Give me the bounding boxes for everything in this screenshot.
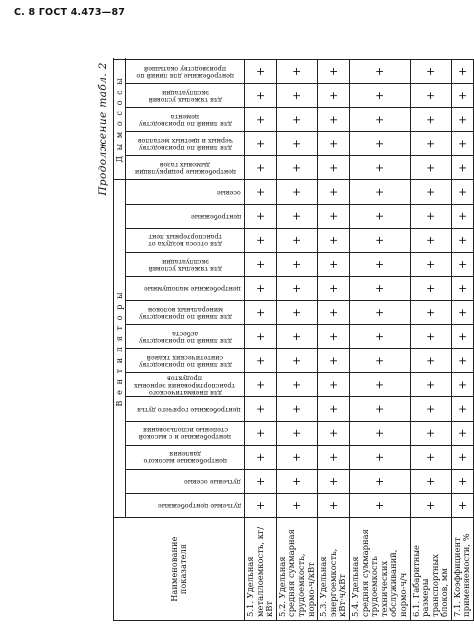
table-cell: + xyxy=(349,469,410,493)
table-caption: Продолжение табл. 2 xyxy=(97,62,109,196)
table-cell: + xyxy=(451,180,473,204)
table-cell: + xyxy=(451,252,473,276)
row-label: 5.4. Удельная средняя суммарная трудоемкость технических обслуживаний, нормо-ч/ч xyxy=(349,518,410,621)
table-cell: + xyxy=(245,397,277,421)
table-cell: + xyxy=(245,445,277,469)
row-label: 5.3. Удельная энергоемкость, кВт·ч/кВт xyxy=(318,518,350,621)
table-cell: + xyxy=(410,276,451,300)
column-header xyxy=(126,469,245,493)
table-cell: + xyxy=(276,301,317,325)
table-cell: + xyxy=(318,445,350,469)
table-cell: + xyxy=(318,397,350,421)
row-label: 5.2. Удельная средняя суммарная трудоемкость, нормо-ч/кВт xyxy=(276,518,317,621)
page-header: С. 8 ГОСТ 4.473—87 xyxy=(14,7,126,18)
column-header-text: для отсоса воздуха от транспортерных лент xyxy=(148,233,222,249)
table-cell: + xyxy=(451,132,473,156)
table-cell: + xyxy=(410,373,451,397)
table-cell: + xyxy=(451,373,473,397)
row-label: 5.1. Удельная металлоемкость, кг/кВт xyxy=(245,518,277,621)
table-row xyxy=(318,59,350,620)
table-cell: + xyxy=(451,397,473,421)
column-header xyxy=(126,397,245,421)
table-cell: + xyxy=(410,469,451,493)
column-header xyxy=(126,228,245,252)
table-cell: + xyxy=(410,349,451,373)
table-cell: + xyxy=(318,228,350,252)
table-cell: + xyxy=(276,397,317,421)
column-header-text: для линий по производству цемента xyxy=(138,112,232,128)
column-header-text: для линий по производству минеральных волокон xyxy=(138,305,232,321)
table-cell: + xyxy=(318,421,350,445)
table-cell: + xyxy=(276,325,317,349)
column-header xyxy=(126,325,245,349)
column-header xyxy=(126,108,245,132)
table-row xyxy=(276,59,317,620)
table-cell: + xyxy=(349,84,410,108)
table-cell: + xyxy=(276,132,317,156)
table-cell: + xyxy=(349,108,410,132)
column-header-text: центробежные горячего дутья xyxy=(137,405,241,414)
table-cell: + xyxy=(349,132,410,156)
table-cell: + xyxy=(245,228,277,252)
table-cell: + xyxy=(318,252,350,276)
table-cell: + xyxy=(318,59,350,83)
table-cell: + xyxy=(349,59,410,83)
table-cell: + xyxy=(276,252,317,276)
table-cell: + xyxy=(349,228,410,252)
data-table xyxy=(95,59,474,621)
column-header-text: центробежные для линий по производству окатышей xyxy=(136,64,234,80)
table-cell: + xyxy=(349,180,410,204)
table-cell: + xyxy=(276,108,317,132)
table-cell: + xyxy=(245,469,277,493)
table-cell: + xyxy=(451,228,473,252)
table-cell: + xyxy=(245,204,277,228)
table-cell: + xyxy=(318,301,350,325)
table-cell: + xyxy=(349,325,410,349)
table-cell: + xyxy=(318,373,350,397)
table-cell: + xyxy=(451,421,473,445)
table-cell: + xyxy=(318,325,350,349)
column-header-text: центробежные высокого давления xyxy=(143,450,227,466)
table-cell: + xyxy=(245,180,277,204)
column-header xyxy=(126,252,245,276)
table-cell: + xyxy=(349,397,410,421)
table-cell: + xyxy=(276,180,317,204)
column-header xyxy=(126,421,245,445)
column-header xyxy=(126,445,245,469)
table-row xyxy=(451,59,473,620)
table-cell: + xyxy=(349,421,410,445)
table-cell: + xyxy=(349,445,410,469)
table-cell: + xyxy=(276,156,317,180)
column-header-text: для пневматического транспортирования зерновых продуктов xyxy=(134,374,236,397)
table-cell: + xyxy=(245,325,277,349)
column-header-text: центробежные рециркуляции дымовых газов xyxy=(134,160,236,177)
table-cell: + xyxy=(245,493,277,517)
column-header xyxy=(126,59,245,83)
table-cell: + xyxy=(318,84,350,108)
table-cell: + xyxy=(451,469,473,493)
table-cell: + xyxy=(410,204,451,228)
table-cell: + xyxy=(349,156,410,180)
table-cell: + xyxy=(451,108,473,132)
table-cell: + xyxy=(410,397,451,421)
table-cell: + xyxy=(410,325,451,349)
table-cell: + xyxy=(451,84,473,108)
table-cell: + xyxy=(245,421,277,445)
column-header xyxy=(126,276,245,300)
table-cell: + xyxy=(349,301,410,325)
table-cell: + xyxy=(318,108,350,132)
table-cell: + xyxy=(318,493,350,517)
column-header xyxy=(126,349,245,373)
table-cell: + xyxy=(318,469,350,493)
table-cell: + xyxy=(410,156,451,180)
column-header-text: для тяжелых условий эксплуатации xyxy=(148,257,222,273)
table-cell: + xyxy=(318,156,350,180)
column-header xyxy=(126,84,245,108)
table-cell: + xyxy=(245,301,277,325)
group-header: В е н т и л я т о р ы xyxy=(114,180,126,518)
table-cell: + xyxy=(245,276,277,300)
column-header xyxy=(126,156,245,180)
table-cell: + xyxy=(410,59,451,83)
column-header-text: центробежные и с высокой степенью использования xyxy=(138,426,232,442)
table-cell: + xyxy=(276,373,317,397)
table-cell: + xyxy=(245,84,277,108)
corner-header: Наименование показателя xyxy=(114,518,245,621)
table-cell: + xyxy=(451,59,473,83)
table-cell: + xyxy=(349,204,410,228)
table-cell: + xyxy=(245,373,277,397)
table-cell: + xyxy=(276,276,317,300)
table-cell: + xyxy=(410,132,451,156)
table-cell: + xyxy=(349,349,410,373)
table-row xyxy=(410,59,451,620)
table-cell: + xyxy=(318,204,350,228)
column-header-text: для тяжелых условий эксплуатации xyxy=(148,88,222,104)
table-row xyxy=(349,59,410,620)
table-cell: + xyxy=(451,493,473,517)
table-row xyxy=(245,59,277,620)
table-cell: + xyxy=(410,445,451,469)
row-label: 7.1. Коэффициент применяемости, % xyxy=(451,518,473,621)
column-header-text: дутьевые центробежные xyxy=(157,502,241,511)
table-cell: + xyxy=(410,301,451,325)
table-cell: + xyxy=(318,132,350,156)
table-cell: + xyxy=(318,276,350,300)
row-label: 6.1. Габаритные размеры транспортных блоков, мм xyxy=(410,518,451,621)
column-header-text: для линий по производству асбеста xyxy=(138,329,232,345)
table-cell: + xyxy=(245,132,277,156)
column-header-text: центробежные малошумные xyxy=(144,285,241,294)
table-cell: + xyxy=(451,156,473,180)
table-cell: + xyxy=(276,228,317,252)
table-cell: + xyxy=(276,204,317,228)
group-header: Д ы м о с о с ы xyxy=(114,59,126,180)
table-cell: + xyxy=(451,349,473,373)
column-header xyxy=(126,493,245,517)
column-header xyxy=(126,132,245,156)
column-header-text: дутьевые осевые xyxy=(184,477,241,486)
table-cell: + xyxy=(245,252,277,276)
table-cell: + xyxy=(451,445,473,469)
column-header-text: для линий по производству черных и цветных металлов xyxy=(137,136,233,153)
column-header xyxy=(126,180,245,204)
table-cell: + xyxy=(410,108,451,132)
table-cell: + xyxy=(245,156,277,180)
table-cell: + xyxy=(245,59,277,83)
table-cell: + xyxy=(410,493,451,517)
table-cell: + xyxy=(318,349,350,373)
table-cell: + xyxy=(276,349,317,373)
table-cell: + xyxy=(451,204,473,228)
table-cell: + xyxy=(349,276,410,300)
table-cell: + xyxy=(451,301,473,325)
table-cell: + xyxy=(276,493,317,517)
table-cell: + xyxy=(410,180,451,204)
column-header-text: осевые xyxy=(217,188,241,197)
table-cell: + xyxy=(451,325,473,349)
table-cell: + xyxy=(276,59,317,83)
column-header xyxy=(126,204,245,228)
table-cell: + xyxy=(276,84,317,108)
table-cell: + xyxy=(318,180,350,204)
table-cell: + xyxy=(410,252,451,276)
table-cell: + xyxy=(276,469,317,493)
rotated-table-block xyxy=(95,60,472,621)
table-cell: + xyxy=(276,421,317,445)
table-cell: + xyxy=(410,228,451,252)
table-cell: + xyxy=(451,276,473,300)
table-cell: + xyxy=(349,252,410,276)
column-header-text: для линий по производству синтетических тканей xyxy=(138,353,232,369)
table-cell: + xyxy=(410,421,451,445)
table-cell: + xyxy=(276,445,317,469)
table-cell: + xyxy=(410,84,451,108)
table-cell: + xyxy=(349,373,410,397)
table-cell: + xyxy=(349,493,410,517)
table-cell: + xyxy=(245,108,277,132)
table-cell: + xyxy=(245,349,277,373)
column-header xyxy=(126,373,245,397)
column-header-text: центробежные xyxy=(190,212,241,221)
column-header xyxy=(126,301,245,325)
